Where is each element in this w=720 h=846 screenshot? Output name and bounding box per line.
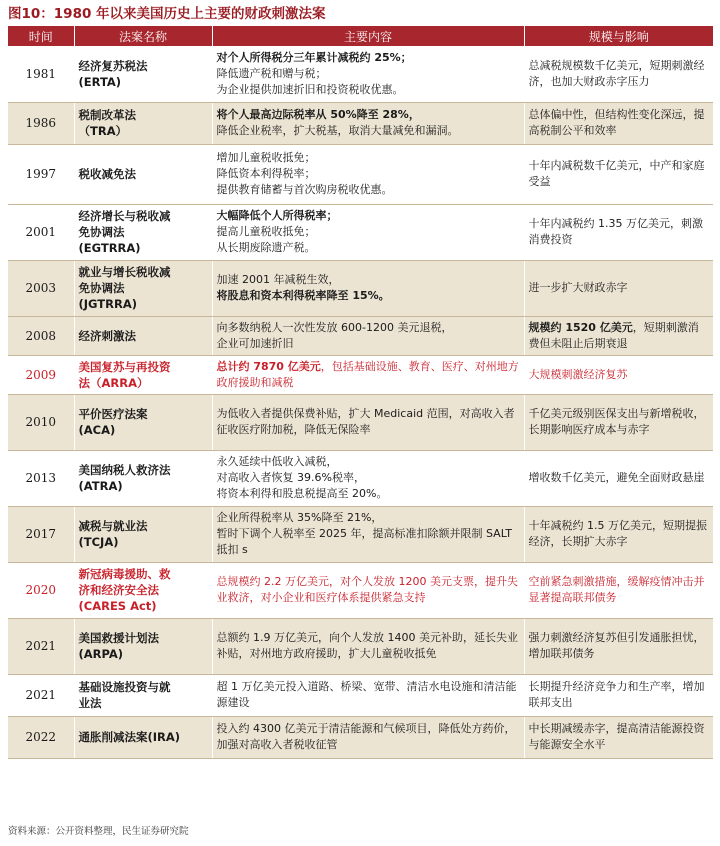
impact-line: 总减税规模数千亿美元，短期刺激经济，也加大财政赤字压力 (528, 58, 705, 88)
cell-impact (524, 618, 713, 674)
cell-year: 1981 (8, 46, 74, 102)
law-name-line: 经济刺激法 (78, 328, 136, 343)
content-line: 提供教育储蓄与首次购房税收优惠。 (216, 183, 393, 196)
cell-year: 2017 (8, 506, 74, 562)
header-law: 法案名称 (74, 26, 212, 46)
content-line: 对高收入者恢复 39.6%税率， (216, 471, 365, 484)
stimulus-acts-table (8, 26, 713, 759)
table-row (8, 144, 713, 204)
cell-law-name (74, 355, 212, 394)
cell-content (212, 394, 524, 450)
content-line: 降低资本利得税率； (216, 167, 316, 180)
law-name-line: 新冠病毒援助、救 (78, 567, 171, 581)
law-name-line: 经济复苏税法 (78, 58, 148, 73)
cell-year: 2003 (8, 260, 74, 316)
cell-impact (524, 716, 713, 758)
cell-impact (524, 144, 713, 204)
law-name-line: 美国复苏与再投资 (78, 359, 171, 374)
cell-year: 2020 (8, 562, 74, 618)
table-row (8, 394, 713, 450)
impact-line: 总体偏中性，但结构性变化深远，提高税制公平和效率 (528, 108, 705, 137)
law-name-line: 法（ARRA） (78, 375, 149, 390)
cell-law-name (74, 506, 212, 562)
cell-content (212, 102, 524, 144)
cell-content (212, 506, 524, 562)
cell-law-name (74, 716, 212, 758)
cell-impact (524, 562, 713, 618)
content-line: 向多数纳税人一次性发放 600-1200 美元退税， (216, 320, 453, 334)
header-year: 时间 (8, 26, 74, 46)
table-header-row (8, 26, 713, 46)
law-name-line: 税制改革法 (78, 108, 136, 122)
cell-year: 2022 (8, 716, 74, 758)
cell-content (212, 674, 524, 716)
table-row (8, 562, 713, 618)
cell-impact (524, 506, 713, 562)
content-line: 总额约 1.9 万亿美元，向个人发放 1400 美元补助，延长失业补贴，对州地方政府援助，扩大儿童税收抵免 (216, 631, 518, 660)
impact-line: 十年内减税约 1.35 万亿美元，刺激消费投资 (528, 217, 703, 246)
cell-impact (524, 394, 713, 450)
law-name-line: (ARPA) (78, 647, 124, 661)
law-name-line: 免协调法 (78, 281, 125, 295)
cell-law-name (74, 450, 212, 506)
cell-year: 2001 (8, 204, 74, 260)
table-row (8, 355, 713, 394)
cell-content (212, 204, 524, 260)
cell-impact (524, 355, 713, 394)
impact-line: 增收数千亿美元，避免全面财政悬崖 (528, 471, 705, 484)
cell-year: 2013 (8, 450, 74, 506)
table-row (8, 260, 713, 316)
content-line: 总规模约 2.2 万亿美元，对个人发放 1200 美元支票，提升失业救济，对小企业和医疗体系提供紧急支持 (216, 575, 518, 604)
law-name-line: 美国纳税人救济法 (78, 463, 171, 477)
cell-law-name (74, 260, 212, 316)
law-name-line: 业法 (78, 696, 102, 710)
cell-law-name (74, 674, 212, 716)
source-note: 资料来源：公开资料整理，民生证券研究院 (8, 826, 189, 837)
table-row (8, 204, 713, 260)
law-name-line: (EGTRRA) (78, 241, 141, 255)
content-line: 提高儿童税收抵免； (216, 225, 316, 238)
cell-impact (524, 450, 713, 506)
law-name-line: 免协调法 (78, 225, 125, 239)
cell-law-name (74, 562, 212, 618)
content-text: ，包括基础设施、教育、医疗、对州地方政府援助和减税 (216, 359, 519, 389)
cell-law-name (74, 102, 212, 144)
law-name-line: (ACA) (78, 423, 116, 437)
cell-year: 1997 (8, 144, 74, 204)
figure-title: 图10：1980 年以来美国历史上主要的财政刺激法案 (8, 6, 326, 22)
cell-content (212, 316, 524, 355)
impact-line: 空前紧急刺激措施，缓解疫情冲击并显著提高联邦债务 (528, 575, 705, 604)
impact-line: 强力刺激经济复苏但引发通胀担忧，增加联邦债务 (528, 631, 705, 660)
content-line: 将个人最高边际税率从 50%降至 28%， (216, 108, 420, 121)
content-line: 为企业提供加速折旧和投资税收优惠。 (216, 82, 404, 96)
header-content: 主要内容 (212, 26, 524, 46)
cell-law-name (74, 618, 212, 674)
law-name-line: (TCJA) (78, 535, 119, 549)
law-name-line: 济和经济安全法 (78, 583, 159, 597)
impact-line: 长期提升经济竞争力和生产率，增加联邦支出 (528, 680, 705, 709)
content-line: 大幅降低个人所得税率； (216, 209, 338, 222)
cell-content (212, 450, 524, 506)
cell-impact (524, 46, 713, 102)
law-name-line: 基础设施投资与就 (78, 680, 171, 694)
content-line: 加速 2001 年减税生效， (216, 273, 340, 286)
cell-content (212, 144, 524, 204)
law-name-line: 美国救援计划法 (78, 631, 159, 645)
cell-law-name (74, 204, 212, 260)
content-line: 从长期废除遗产税。 (216, 241, 316, 254)
law-name-line: 通胀削减法案(IRA) (78, 730, 181, 744)
cell-content (212, 355, 524, 394)
content-line: 超 1 万亿美元投入道路、桥梁、宽带、清洁水电设施和清洁能源建设 (216, 680, 517, 709)
cell-year: 2009 (8, 355, 74, 394)
content-line: 为低收入者提供保费补贴，扩大 Medicaid 范围，对高收入者征收医疗附加税，降低无保险率 (216, 407, 515, 436)
law-name-line: (JGTRRA) (78, 297, 137, 311)
content-line: 企业所得税率从 35%降至 21%， (216, 511, 383, 524)
cell-year: 1986 (8, 102, 74, 144)
content-line: 将股息和资本利得税率降至 15%。 (216, 289, 390, 302)
law-name-line: (ATRA) (78, 479, 123, 493)
table-row (8, 716, 713, 758)
header-impact: 规模与影响 (524, 26, 713, 46)
cell-law-name (74, 316, 212, 355)
impact-emphasis: 规模约 1520 亿美元 (528, 320, 633, 334)
law-name-line: 减税与就业法 (78, 519, 148, 533)
table-row (8, 450, 713, 506)
cell-year: 2021 (8, 674, 74, 716)
table-row (8, 46, 713, 102)
impact-line: 大规模刺激经济复苏 (528, 367, 628, 381)
table-row (8, 506, 713, 562)
impact-line: 十年内减税数千亿美元，中产和家庭受益 (528, 159, 705, 188)
impact-line: 十年减税约 1.5 万亿美元，短期提振经济，长期扩大赤字 (528, 519, 707, 548)
law-name-line: （TRA） (78, 124, 128, 138)
law-name-line: 税收减免法 (78, 167, 136, 181)
cell-content (212, 562, 524, 618)
law-name-line: (CARES Act) (78, 599, 157, 613)
law-name-line: 平价医疗法案 (78, 407, 148, 421)
cell-year: 2010 (8, 394, 74, 450)
content-line: 降低企业税率，扩大税基，取消大量减免和漏洞。 (216, 124, 459, 137)
table-row (8, 618, 713, 674)
cell-impact (524, 260, 713, 316)
content-line: 降低遗产税和赠与税； (216, 66, 327, 80)
content-line: 暂时下调个人税率至 2025 年，提高标准扣除额并限制 SALT 抵扣 s (216, 527, 513, 556)
impact-line: 千亿美元级别医保支出与新增税收，长期影响医疗成本与赤字 (528, 407, 705, 436)
cell-impact (524, 204, 713, 260)
table-row (8, 674, 713, 716)
cell-content (212, 618, 524, 674)
law-name-line: 就业与增长税收减 (78, 265, 171, 279)
impact-line: 中长期减缓赤字，提高清洁能源投资与能源安全水平 (528, 722, 705, 751)
cell-year: 2021 (8, 618, 74, 674)
content-line: 永久延续中低收入减税， (216, 455, 338, 468)
cell-content (212, 260, 524, 316)
cell-impact (524, 674, 713, 716)
content-line: 投入约 4300 亿美元于清洁能源和气候项目，降低处方药价，加强对高收入者税收征管 (216, 722, 516, 751)
content-line: 企业可加速折旧 (216, 336, 294, 350)
table-row (8, 102, 713, 144)
content-line: 将资本利得和股息税提高至 20%。 (216, 487, 388, 500)
impact-line: 进一步扩大财政赤字 (528, 281, 628, 294)
table-row (8, 316, 713, 355)
cell-impact (524, 102, 713, 144)
law-name-line: 经济增长与税收减 (78, 209, 171, 223)
law-name-line: (ERTA) (78, 74, 122, 89)
impact-text: ，短期刺激消费但未阻止后期衰退 (528, 320, 699, 350)
content-emphasis: 总计约 7870 亿美元 (216, 359, 321, 373)
cell-law-name (74, 394, 212, 450)
cell-content (212, 716, 524, 758)
cell-impact (524, 316, 713, 355)
cell-year: 2008 (8, 316, 74, 355)
cell-law-name (74, 144, 212, 204)
content-line: 增加儿童税收抵免； (216, 151, 316, 164)
content-line: 对个人所得税分三年累计减税约 25%； (216, 50, 412, 64)
cell-content (212, 46, 524, 102)
cell-law-name (74, 46, 212, 102)
